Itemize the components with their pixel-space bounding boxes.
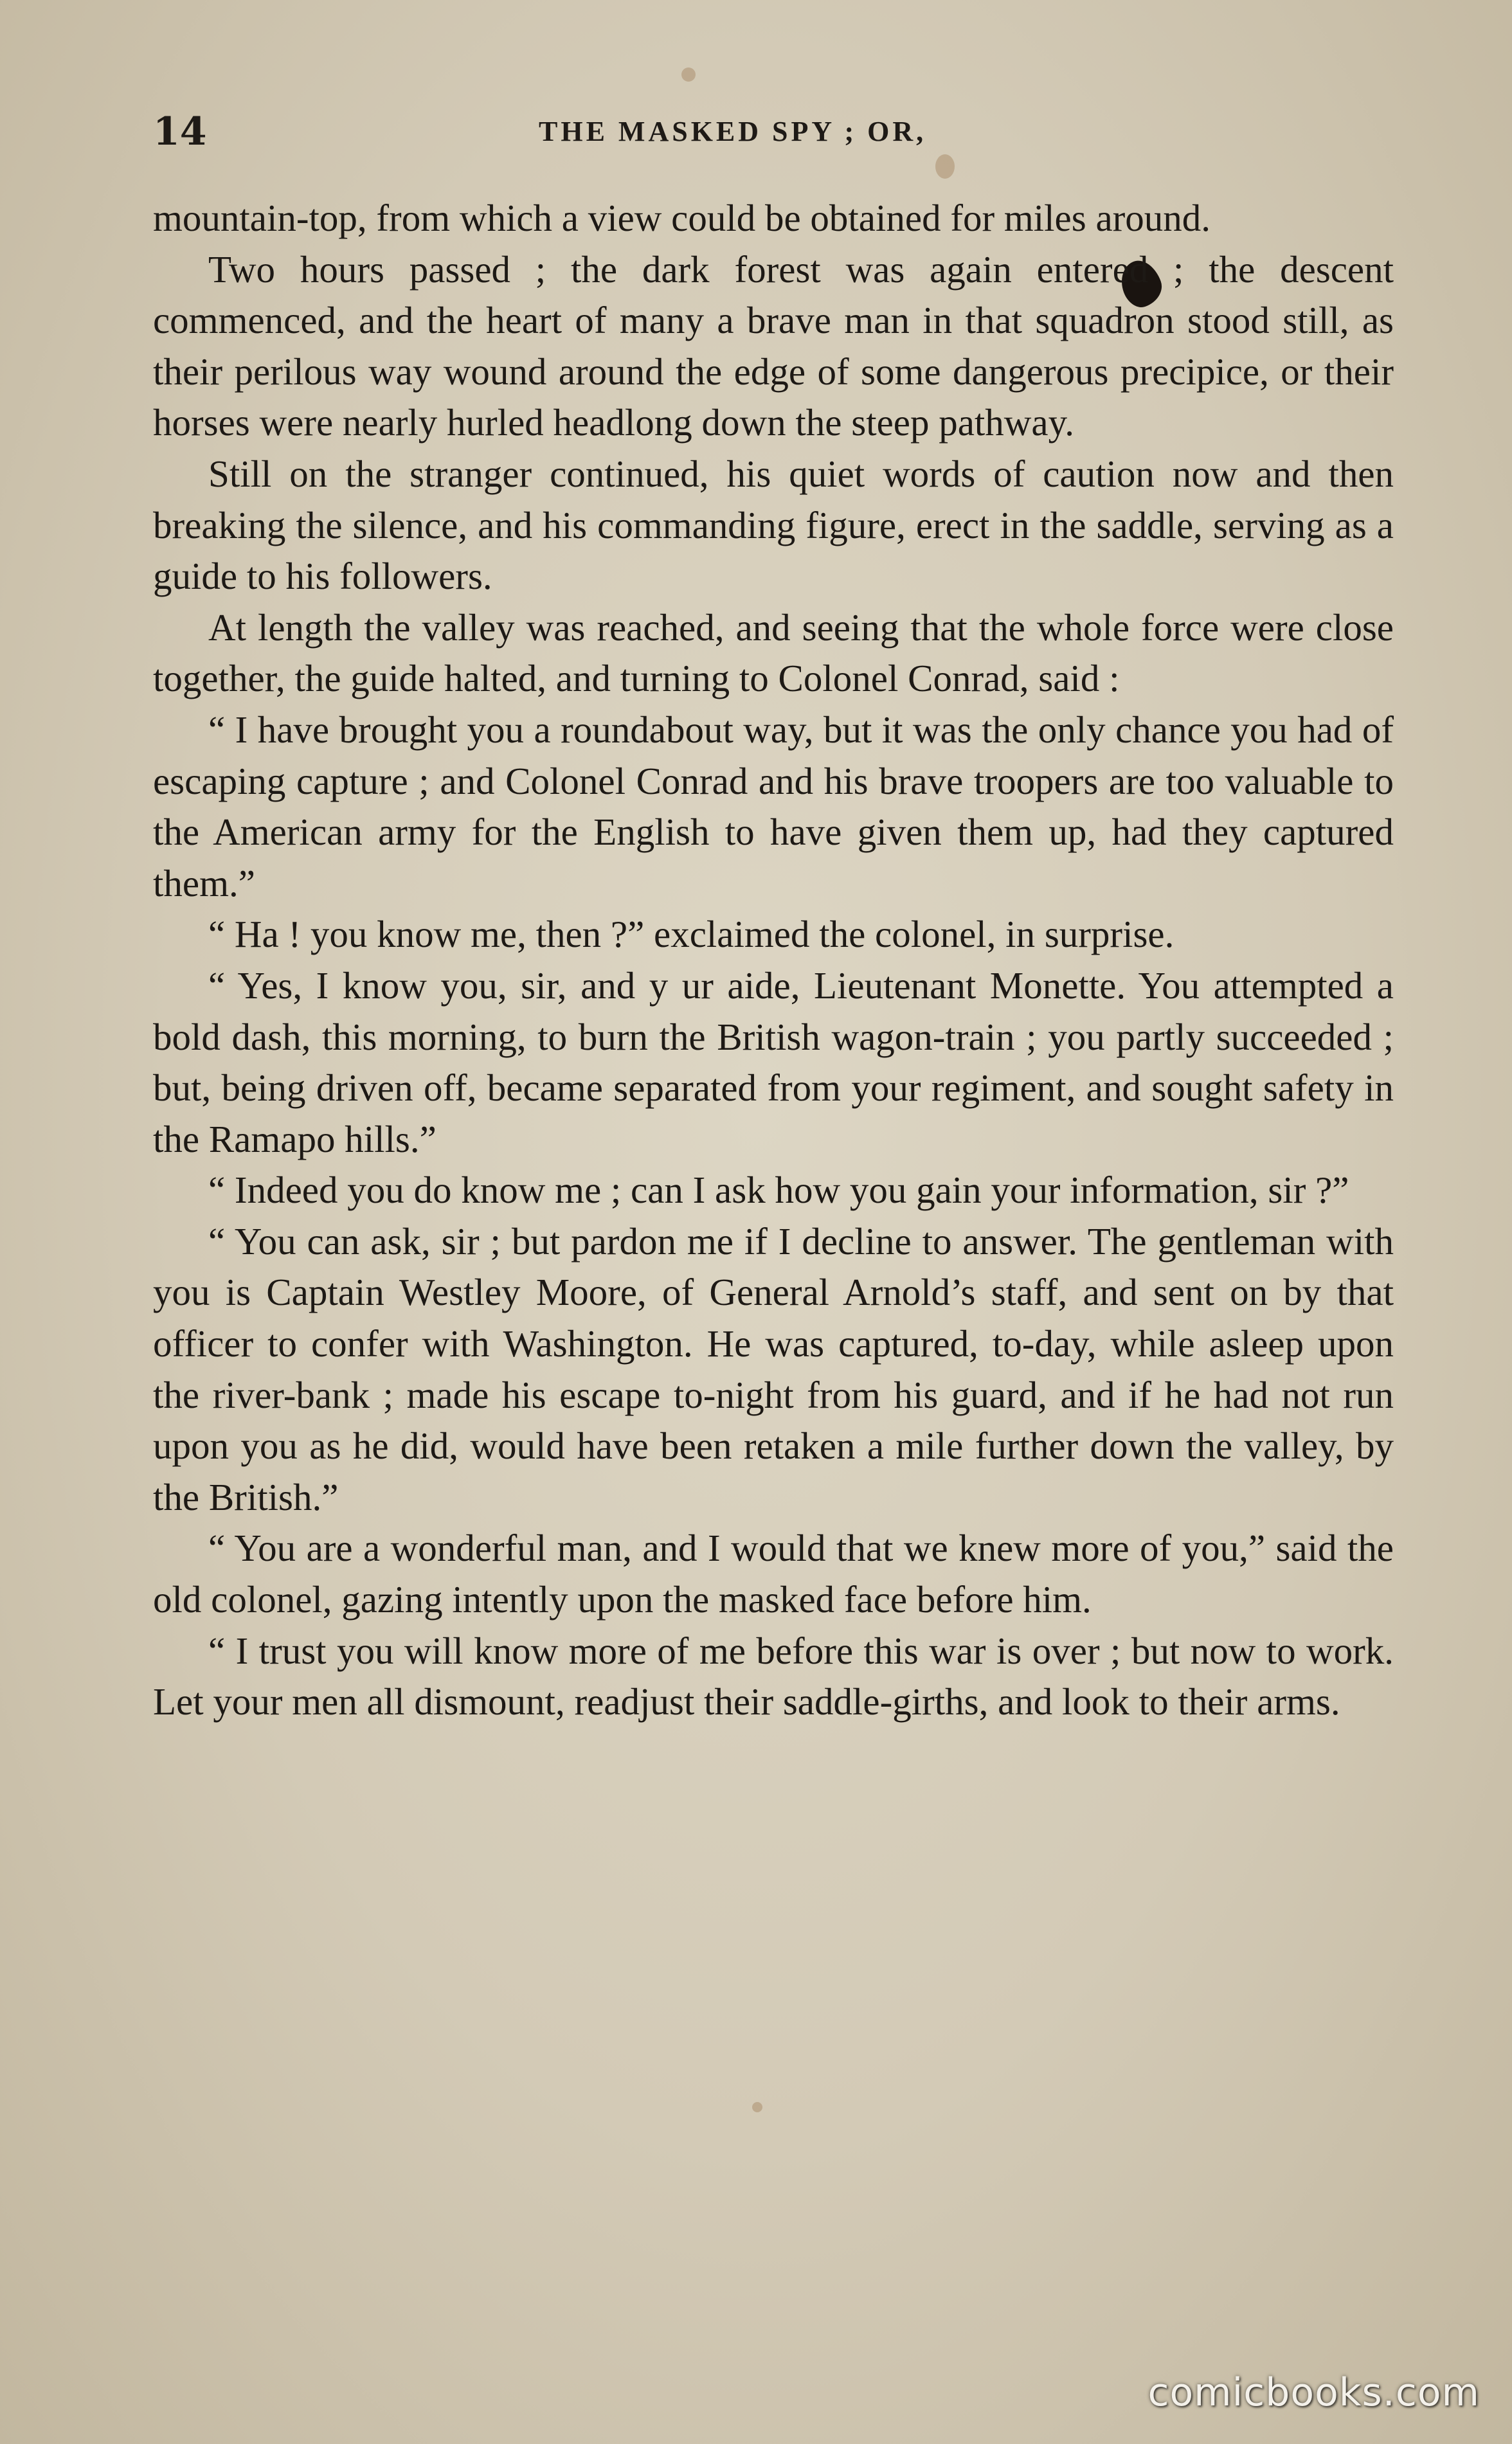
paragraph: “ Yes, I know you, sir, and y ur aide, Lieutenant Monette. You attempted a bold dash, this morning, to burn the British wagon-train ; you partly succeeded ; but, being driven off, became separated from your regiment, and sought safety in the Ramapo hills.”: [153, 964, 1394, 1160]
page-header: [153, 103, 1394, 161]
paragraph: “ You can ask, sir ; but pardon me if I decline to answer. The gentleman with you is Captain Westley Moore, of General Arnold’s staff, and sent on by that officer to confer with Washington. He was captured, to-day, while asleep upon the river-bank ; made his escape to-night from his guard, and if he had not run upon you as he did, would have been retaken a mile further down the valley, by the British.”: [153, 1219, 1394, 1518]
paragraph: mountain-top, from which a view could be obtained for miles around.: [153, 197, 1211, 239]
paragraph: Still on the stranger continued, his quiet words of caution now and then breaking the silence, and his commanding figure, erect in the saddle, serving as a guide to his followers.: [153, 452, 1394, 598]
paragraph: “ Ha ! you know me, then ?” exclaimed the colonel, in surprise.: [208, 913, 1174, 956]
page-number: 14: [153, 109, 207, 154]
paragraph: “ Indeed you do know me ; can I ask how you gain your information, sir ?”: [208, 1169, 1349, 1212]
paragraph: At length the valley was reached, and seeing that the whole force were close together, the guide halted, and turning to Colonel Conrad, said :: [153, 606, 1394, 700]
paragraph: “ I have brought you a roundabout way, but it was the only chance you had of escaping capture ; and Colonel Conrad and his brave troopers are too valuable to the American army for the English to have given them up, had they captured them.”: [153, 708, 1394, 904]
paragraph: Two hours passed ; the dark forest was again entered ; the descent commenced, and the heart of many a brave man in that squadron stood still, as their perilous way wound around the edge of some dangerous precipice, or their horses were nearly hurled headlong down the steep pathway.: [153, 247, 1394, 444]
watermark: comicbooks.com: [1148, 2370, 1480, 2415]
body-text: [153, 193, 1394, 1728]
paper-stain: [752, 2102, 762, 2112]
running-head: THE MASKED SPY ; OR,: [539, 116, 927, 147]
paragraph: “ I trust you will know more of me before this war is over ; but now to work. Let your men all dismount, readjust their saddle-girths, and look to their arms.: [153, 1629, 1394, 1723]
paragraph: “ You are a wonderful man, and I would that we knew more of you,” said the old colonel, gazing intently upon the masked face before him.: [153, 1527, 1394, 1621]
paper-stain: [681, 67, 696, 82]
